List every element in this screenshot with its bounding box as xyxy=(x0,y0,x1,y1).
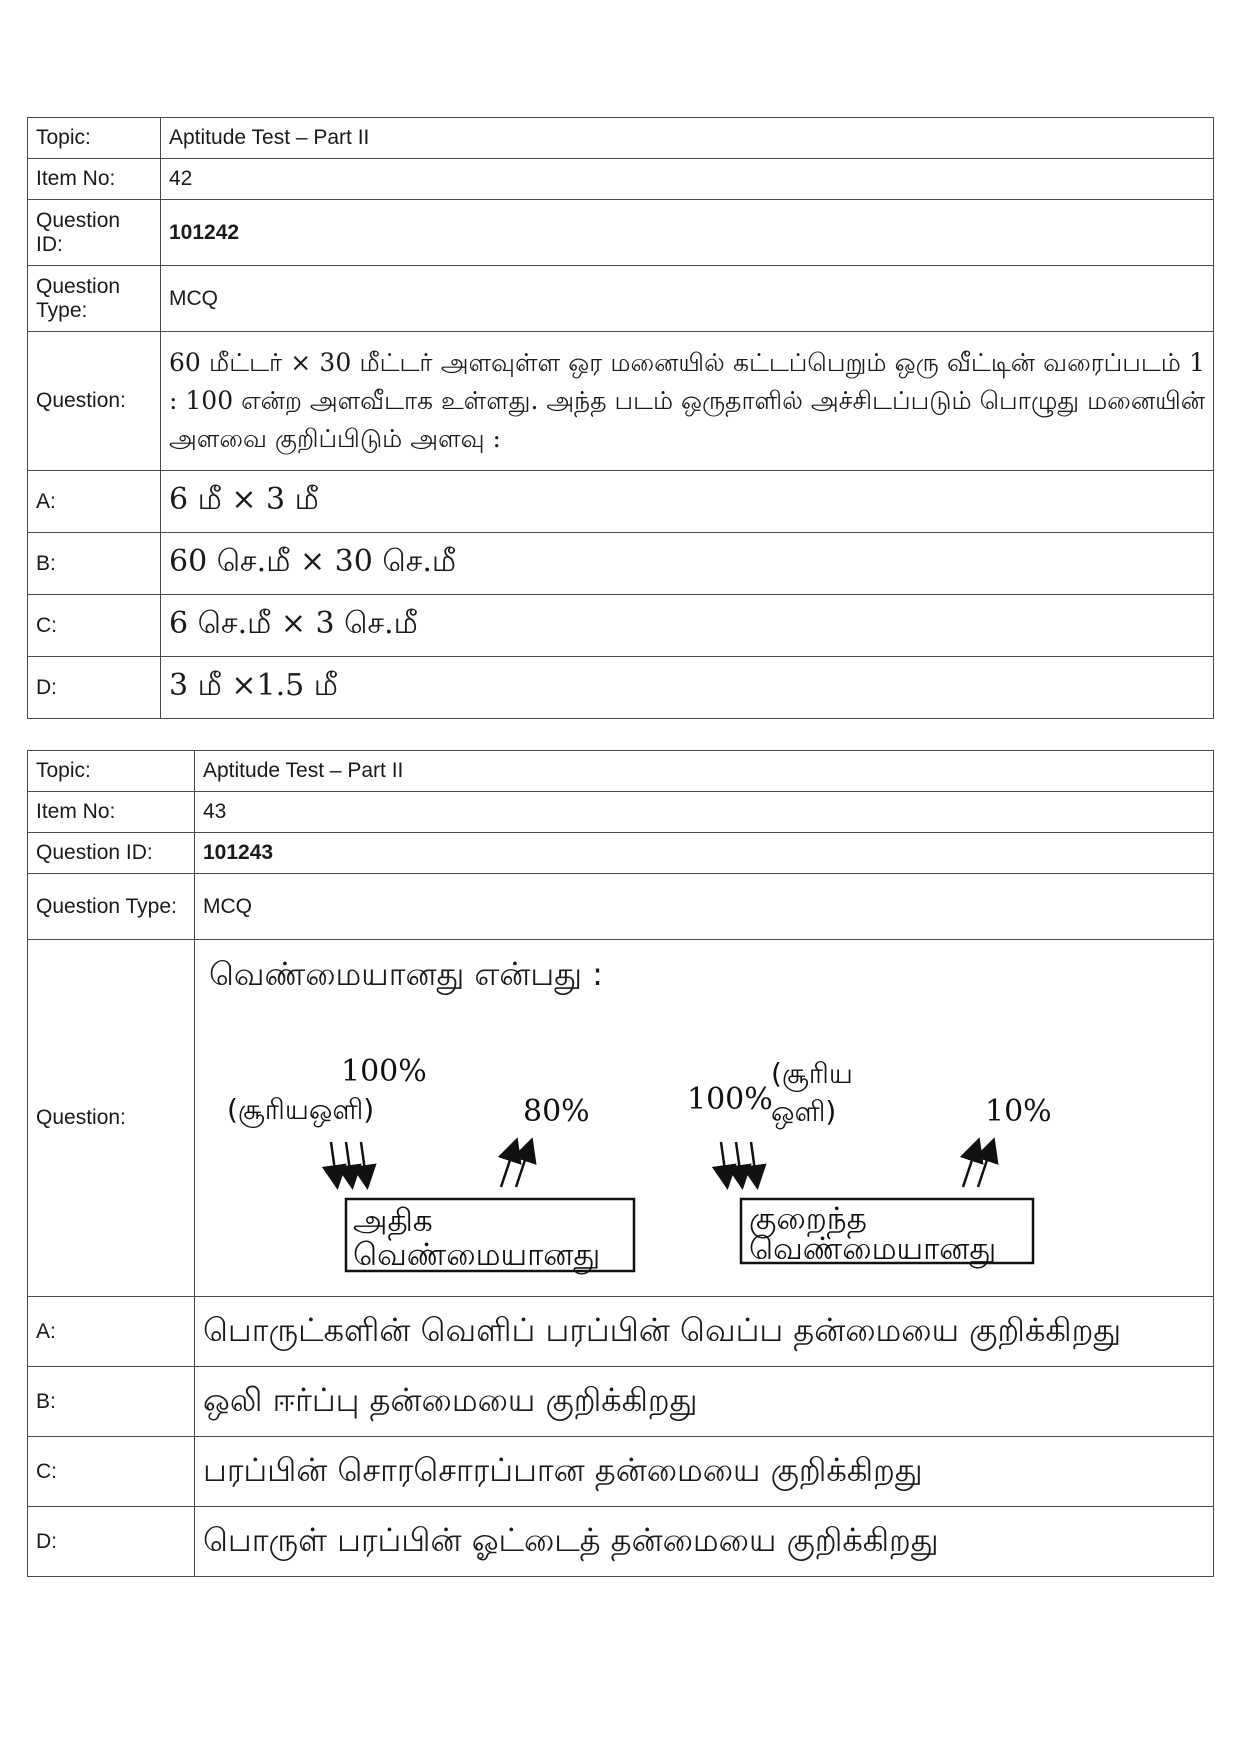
question-type-value: MCQ xyxy=(161,266,1214,332)
option-d-label: D: xyxy=(28,1507,195,1577)
option-c-label: C: xyxy=(28,1437,195,1507)
option-a-text: 6 மீ × 3 மீ xyxy=(161,471,1214,533)
option-c-label: C: xyxy=(28,595,161,657)
option-b-label: B: xyxy=(28,533,161,595)
right-reflected-arrows xyxy=(963,1142,993,1187)
option-d-text: பொருள் பரப்பின் ஓட்டைத் தன்மையை குறிக்கிறது xyxy=(195,1507,1214,1577)
item-no-value: 42 xyxy=(161,159,1214,200)
topic-label: Topic: xyxy=(28,118,161,159)
question-id-row xyxy=(28,833,1214,874)
option-row-d xyxy=(28,657,1214,719)
topic-value: Aptitude Test – Part II xyxy=(195,751,1214,792)
reflectance-diagram xyxy=(203,997,1203,1289)
option-c-text: 6 செ.மீ × 3 செ.மீ xyxy=(161,595,1214,657)
left-incoming-arrows xyxy=(331,1142,367,1185)
option-b-text: 60 செ.மீ × 30 செ.மீ xyxy=(161,533,1214,595)
question-content xyxy=(195,940,1214,1297)
right-incoming-label-2: ஒளி) xyxy=(771,1095,837,1128)
option-a-label: A: xyxy=(28,471,161,533)
question-type-row xyxy=(28,266,1214,332)
left-incoming-label: (சூரியஒளி) xyxy=(227,1093,375,1126)
item-no-value: 43 xyxy=(195,792,1214,833)
left-reflected-percent: 80% xyxy=(523,1094,590,1129)
option-c-text: பரப்பின் சொரசொரப்பான தன்மையை குறிக்கிறது xyxy=(195,1437,1214,1507)
option-row-b xyxy=(28,1367,1214,1437)
item-no-row xyxy=(28,159,1214,200)
option-row-a xyxy=(28,471,1214,533)
right-box-line1: குறைந்த xyxy=(749,1201,867,1237)
question-id-label: Question ID: xyxy=(28,200,161,266)
option-a-label: A: xyxy=(28,1297,195,1367)
right-reflected-percent: 10% xyxy=(985,1094,1052,1129)
topic-row xyxy=(28,118,1214,159)
question-row xyxy=(28,332,1214,471)
question-table-42 xyxy=(27,117,1214,719)
topic-row xyxy=(28,751,1214,792)
left-reflected-arrows xyxy=(501,1142,531,1187)
option-row-c xyxy=(28,1437,1214,1507)
right-incoming-arrows xyxy=(721,1142,757,1185)
question-type-label: Question Type: xyxy=(28,266,161,332)
right-box-line2: வெண்மையானது xyxy=(749,1231,997,1267)
question-row xyxy=(28,940,1214,1297)
question-text: வெண்மையானது என்பது : xyxy=(209,955,603,993)
option-row-c xyxy=(28,595,1214,657)
option-a-text: பொருட்களின் வெளிப் பரப்பின் வெப்ப தன்மையை குறிக்கிறது xyxy=(195,1297,1214,1367)
option-row-b xyxy=(28,533,1214,595)
topic-value: Aptitude Test – Part II xyxy=(161,118,1214,159)
question-id-value: 101243 xyxy=(195,833,1214,874)
question-id-row xyxy=(28,200,1214,266)
question-id-value: 101242 xyxy=(161,200,1214,266)
question-text: 60 மீட்டர் × 30 மீட்டர் அளவுள்ள ஒர மனையில் கட்டப்பெறும் ஒரு வீட்டின் வரைப்படம் 1 : 100 என்ற அளவீடாக உள்ளது. அந்த படம் ஒருதாளில் அச்சிடப்படும் பொழுது மனையின் அளவை குறிப்பிடும் அளவு : xyxy=(161,332,1214,471)
option-row-a xyxy=(28,1297,1214,1367)
option-b-label: B: xyxy=(28,1367,195,1437)
question-type-label: Question Type: xyxy=(28,874,195,940)
right-incoming-label-1: (சூரிய xyxy=(771,1057,853,1090)
left-incoming-percent: 100% xyxy=(341,1054,427,1089)
question-label: Question: xyxy=(28,940,195,1297)
question-table-43 xyxy=(27,750,1214,1577)
option-d-label: D: xyxy=(28,657,161,719)
item-no-row xyxy=(28,792,1214,833)
left-box-line2: வெண்மையானது xyxy=(353,1237,601,1273)
left-box-line1: அதிக xyxy=(353,1203,433,1239)
option-b-text: ஒலி ஈர்ப்பு தன்மையை குறிக்கிறது xyxy=(195,1367,1214,1437)
topic-label: Topic: xyxy=(28,751,195,792)
item-no-label: Item No: xyxy=(28,159,161,200)
item-no-label: Item No: xyxy=(28,792,195,833)
question-id-label: Question ID: xyxy=(28,833,195,874)
right-incoming-percent: 100% xyxy=(687,1082,773,1117)
option-row-d xyxy=(28,1507,1214,1577)
question-type-row xyxy=(28,874,1214,940)
question-label: Question: xyxy=(28,332,161,471)
option-d-text: 3 மீ ×1.5 மீ xyxy=(161,657,1214,719)
question-type-value: MCQ xyxy=(195,874,1214,940)
